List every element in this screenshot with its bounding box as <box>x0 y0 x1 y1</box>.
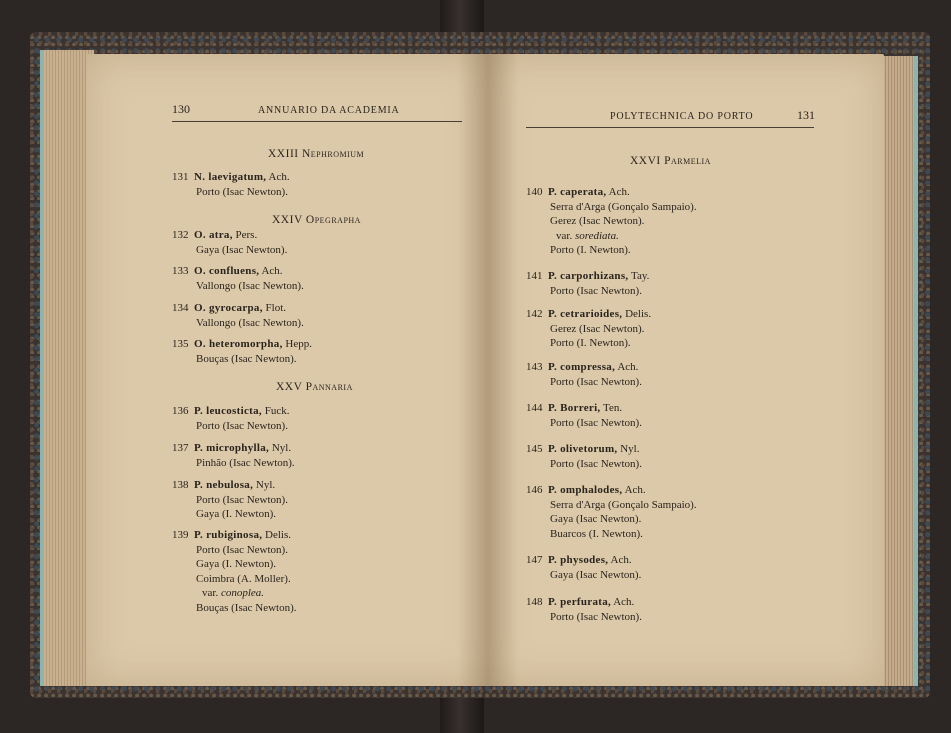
species-entry: 137 P. microphylla, Nyl. Pinhão (Isac Newton). <box>172 442 295 469</box>
species-entry: 131 N. laevigatum, Ach. Porto (Isac Newton). <box>172 171 290 198</box>
section-title: XXVI Parmelia <box>630 155 711 167</box>
section-title: XXIII Nephromium <box>268 148 365 160</box>
section-title: XXV Pannaria <box>276 381 353 393</box>
right-page <box>488 54 884 686</box>
page-number: 130 <box>172 102 190 116</box>
running-head: POLYTECHNICA DO PORTO <box>610 111 754 122</box>
running-head: ANNUARIO DA ACADEMIA <box>258 105 400 116</box>
page-number: 131 <box>797 108 815 122</box>
species-entry: 144 P. Borreri, Ten. Porto (Isac Newton). <box>526 402 642 429</box>
species-entry: 141 P. carporhizans, Tay. Porto (Isac Newton). <box>526 270 650 297</box>
species-entry: 135 O. heteromorpha, Hepp. Bouças (Isac Newton). <box>172 338 312 365</box>
species-entry: 139 P. rubiginosa, Delis. Porto (Isac Newton). Gaya (I. Newton). Coimbra (A. Moller). var. conoplea. Bouças (Isac Newton). <box>172 529 297 614</box>
species-entry: 134 O. gyrocarpa, Flot. Vallongo (Isac Newton). <box>172 302 304 329</box>
species-entry: 148 P. perfurata, Ach. Porto (Isac Newton). <box>526 596 642 623</box>
species-entry: 133 O. confluens, Ach. Vallongo (Isac Newton). <box>172 265 304 292</box>
section-title: XXIV Opegrapha <box>272 214 361 226</box>
species-entry: 145 P. olivetorum, Nyl. Porto (Isac Newton). <box>526 443 642 470</box>
left-page <box>86 54 488 686</box>
species-entry: 142 P. cetrarioides, Delis. Gerez (Isac Newton). Porto (I. Newton). <box>526 308 652 349</box>
page-edges-right <box>880 56 918 686</box>
species-entry: 146 P. omphalodes, Ach. Serra d'Arga (Gonçalo Sampaio). Gaya (Isac Newton). Buarcos (I. Newton). <box>526 484 697 540</box>
species-entry: 147 P. physodes, Ach. Gaya (Isac Newton). <box>526 554 642 581</box>
species-entry: 138 P. nebulosa, Nyl. Porto (Isac Newton). Gaya (I. Newton). <box>172 479 288 520</box>
species-entry: 136 P. leucosticta, Fuck. Porto (Isac Newton). <box>172 405 290 432</box>
header-rule <box>526 127 814 128</box>
species-entry: 143 P. compressa, Ach. Porto (Isac Newton). <box>526 361 642 388</box>
header-rule <box>172 121 462 122</box>
species-entry: 132 O. atra, Pers. Gaya (Isac Newton). <box>172 229 288 256</box>
species-entry: 140 P. caperata, Ach. Serra d'Arga (Gonçalo Sampaio). Gerez (Isac Newton). var. sorediata. Porto (I. Newton). <box>526 186 697 256</box>
